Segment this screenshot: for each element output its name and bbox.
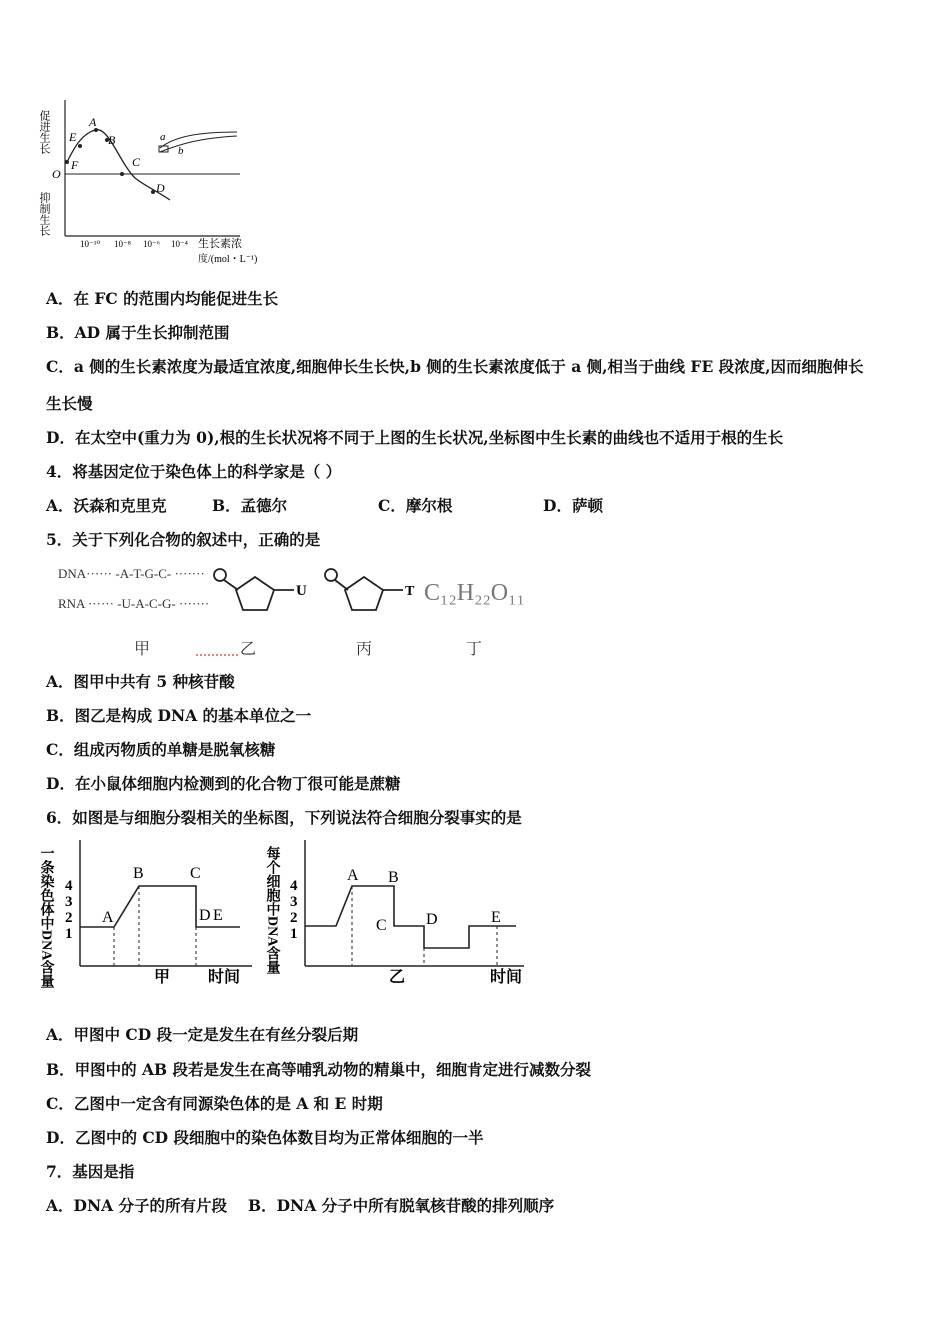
- left-point-a: A: [102, 909, 114, 926]
- right-point-c: C: [376, 917, 387, 934]
- q5-option-a: A．图甲中共有 5 种核苷酸: [46, 672, 235, 691]
- y-label-inhibit: 抑制生长: [38, 192, 50, 236]
- right-ylabel: 每个细胞中DNA含量: [264, 846, 280, 975]
- label-bing: 丙: [356, 641, 373, 658]
- x-tick-1: 10⁻¹⁰: [80, 239, 101, 249]
- label-yi: 乙: [240, 641, 257, 658]
- right-tick-1: 1: [290, 926, 298, 942]
- x-tick-2: 10⁻⁸: [114, 239, 131, 249]
- q6-option-d: D．乙图中的 CD 段细胞中的染色体数目均为正常体细胞的一半: [46, 1128, 484, 1147]
- cell-division-charts: [38, 836, 534, 989]
- right-chart-name: 乙: [389, 969, 406, 986]
- q4-option-d: D．萨顿: [543, 496, 603, 515]
- q3-option-c-line2: 生长慢: [46, 394, 93, 413]
- q6-option-b: B．甲图中的 AB 段若是发生在高等哺乳动物的精巢中，细胞肯定进行减数分裂: [46, 1060, 592, 1079]
- left-tick-2: 2: [65, 910, 73, 926]
- base-u: U: [296, 583, 307, 599]
- point-a-label: A: [89, 115, 97, 129]
- q7-option-b: B．DNA 分子中所有脱氧核苷酸的排列顺序: [248, 1196, 555, 1215]
- base-t: T: [405, 584, 415, 599]
- left-xlabel: 时间: [208, 969, 241, 986]
- left-tick-4: 4: [65, 878, 73, 894]
- x-tick-3: 10⁻⁶: [143, 239, 160, 249]
- x-label-line1: 生长素浓: [198, 238, 242, 250]
- right-point-d: D: [426, 911, 438, 928]
- right-point-e: E: [491, 909, 501, 926]
- point-d-label: D: [156, 181, 165, 195]
- right-tick-2: 2: [290, 910, 298, 926]
- right-xlabel: 时间: [490, 969, 523, 986]
- q5-option-c: C．组成丙物质的单糖是脱氧核糖: [46, 740, 276, 759]
- q4-stem: 4．将基因定位于染色体上的科学家是（ ）: [46, 462, 342, 481]
- y-label-promote: 促进生长: [38, 110, 50, 154]
- point-c-label: C: [132, 155, 141, 169]
- point-f-label: F: [71, 158, 79, 172]
- point-e-label: E: [69, 130, 77, 144]
- q3-option-a: A．在 FC 的范围内均能促进生长: [46, 289, 279, 308]
- right-point-b: B: [388, 869, 399, 886]
- q7-stem: 7．基因是指: [46, 1162, 135, 1181]
- q6-stem: 6．如图是与细胞分裂相关的坐标图，下列说法符合细胞分裂事实的是: [46, 808, 522, 827]
- compound-figure: [56, 560, 526, 660]
- right-point-a: A: [347, 867, 359, 884]
- right-tick-3: 3: [290, 894, 298, 910]
- origin-label: O: [52, 167, 61, 181]
- label-ding: 丁: [466, 641, 483, 658]
- x-label-line2: 度/(mol・L⁻¹): [198, 254, 258, 265]
- q3-option-d: D．在太空中(重力为 0),根的生长状况将不同于上图的生长状况,坐标图中生长素的曲线也不适用于根的生长: [46, 428, 784, 447]
- label-jia: 甲: [134, 641, 151, 658]
- q5-stem: 5．关于下列化合物的叙述中，正确的是: [46, 530, 321, 549]
- q4-option-c: C．摩尔根: [378, 496, 453, 515]
- q3-option-b: B．AD 属于生长抑制范围: [46, 323, 230, 342]
- q6-option-c: C．乙图中一定含有同源染色体的是 A 和 E 时期: [46, 1094, 383, 1113]
- q7-option-a: A．DNA 分子的所有片段: [46, 1196, 228, 1215]
- point-b-label: B: [108, 133, 116, 147]
- q5-option-b: B．图乙是构成 DNA 的基本单位之一: [46, 706, 312, 725]
- rna-strand-text: RNA ······ -U-A-C-G- ·······: [58, 596, 210, 611]
- left-ylabel: 一条染色体中DNA含量: [38, 846, 54, 989]
- left-point-c: C: [190, 865, 201, 882]
- x-tick-4: 10⁻⁴: [171, 239, 188, 249]
- inset-b-label: b: [178, 145, 184, 157]
- left-point-b: B: [133, 865, 144, 882]
- q5-option-d: D．在小鼠体细胞内检测到的化合物丁很可能是蔗糖: [46, 774, 401, 793]
- left-point-d: D: [199, 907, 211, 924]
- inset-a-label: a: [160, 131, 166, 143]
- q4-option-a: A．沃森和克里克: [46, 496, 167, 515]
- q3-option-c-line1: C．a 侧的生长素浓度为最适宜浓度,细胞伸长生长快,b 侧的生长素浓度低于 a 侧,相当于曲线 FE 段浓度,因而细胞伸长: [46, 357, 864, 376]
- left-tick-3: 3: [65, 894, 73, 910]
- left-point-e: E: [213, 907, 223, 924]
- right-tick-4: 4: [290, 878, 298, 894]
- dna-strand-text: DNA······ -A-T-G-C- ·······: [58, 566, 205, 581]
- q6-option-a: A．甲图中 CD 段一定是发生在有丝分裂后期: [46, 1025, 359, 1044]
- formula-ding: C₁₂H₂₂O₁₁: [424, 580, 525, 606]
- left-tick-1: 1: [65, 926, 73, 942]
- q4-option-b: B．孟德尔: [212, 496, 288, 515]
- auxin-curve-figure: [40, 96, 280, 274]
- left-chart-name: 甲: [154, 969, 171, 986]
